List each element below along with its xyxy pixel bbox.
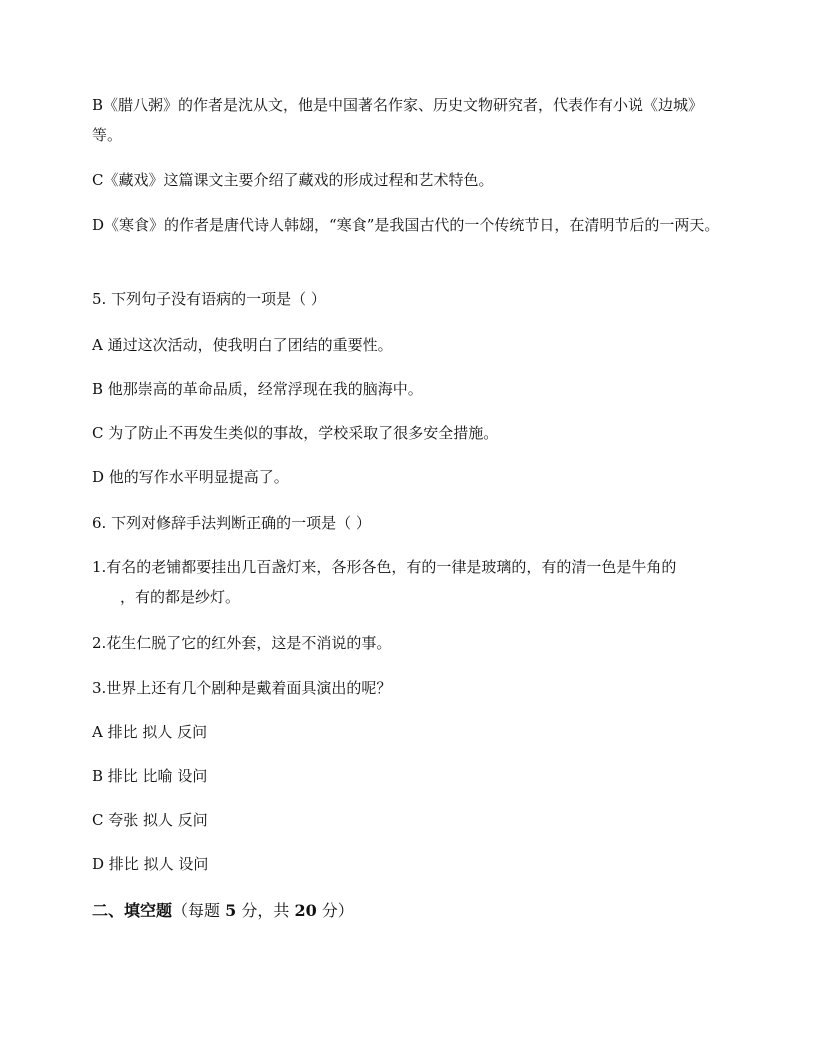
section-2-note-open: （每题	[172, 901, 226, 920]
sentence-3-q6: 3.世界上还有几个剧种是戴着面具演出的呢？	[92, 679, 392, 697]
question-6: 6. 下列对修辞手法判断正确的一项是（ ）	[92, 514, 371, 532]
option-a-q6: A 排比 拟人 反问	[92, 723, 208, 741]
option-d-q6: D 排比 拟人 设问	[92, 855, 209, 873]
section-2-heading	[92, 896, 724, 926]
sentence-1-line-2: ，有的都是纱灯。	[120, 588, 241, 606]
option-c-q5: C 为了防止不再发生类似的事故，学校采取了很多安全措施。	[92, 424, 499, 442]
section-2-points-each: 5	[225, 901, 237, 920]
option-c-q4: C《藏戏》这篇课文主要介绍了藏戏的形成过程和艺术特色。	[92, 171, 494, 189]
option-a-q5: A 通过这次活动，使我明白了团结的重要性。	[92, 336, 393, 354]
option-b-q4: B《腊八粥》的作者是沈从文，他是中国著名作家、历史文物研究者，代表作有小说《边城》等。	[92, 96, 704, 144]
section-2-points-total: 20	[294, 901, 317, 920]
section-2-note-close: 分）	[316, 901, 354, 920]
section-2-title: 二、填空题	[92, 901, 173, 920]
sentence-1-line-1: 1.有名的老铺都要挂出几百盏灯来，各形各色，有的一律是玻璃的，有的清一色是牛角的	[92, 558, 677, 576]
option-d-q5: D 他的写作水平明显提高了。	[92, 468, 289, 486]
option-c-q6: C 夸张 拟人 反问	[92, 811, 208, 829]
sentence-1-q6	[92, 552, 724, 612]
option-b-q5: B 他那崇高的革命品质，经常浮现在我的脑海中。	[92, 380, 423, 398]
sentence-2-q6: 2.花生仁脱了它的红外套，这是不消说的事。	[92, 634, 392, 652]
option-b-q6: B 排比 比喻 设问	[92, 767, 208, 785]
section-2-note-mid: 分，共	[236, 901, 295, 920]
question-5: 5. 下列句子没有语病的一项是（ ）	[92, 290, 326, 308]
option-d-q4: D《寒食》的作者是唐代诗人韩翃，“寒食”是我国古代的一个传统节日，在清明节后的一两天。	[92, 216, 720, 234]
